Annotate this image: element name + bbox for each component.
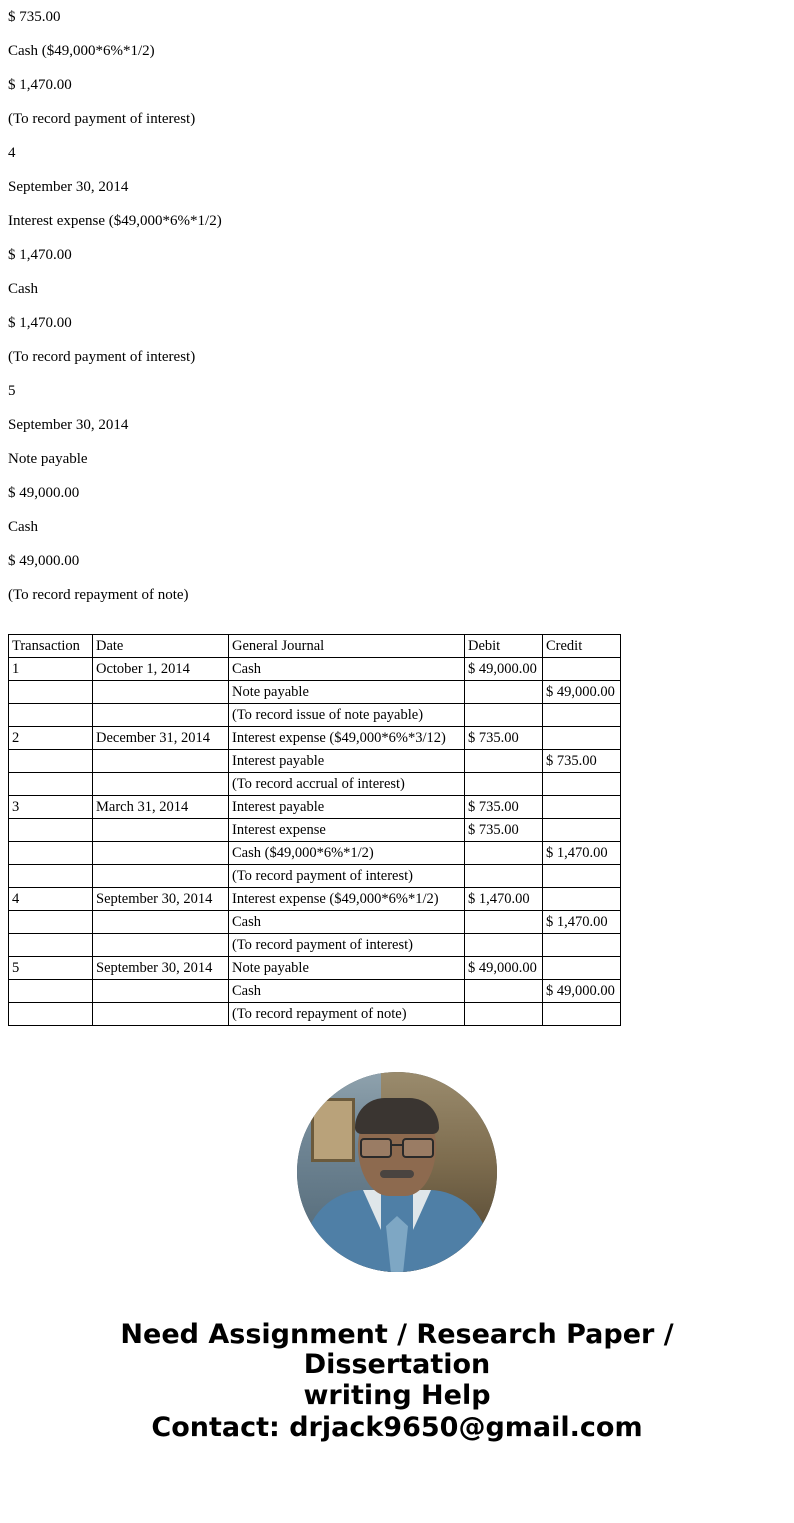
table-row <box>9 796 621 819</box>
text-line: $ 49,000.00 <box>8 485 80 501</box>
cell-debit <box>465 773 543 796</box>
table-row <box>9 911 621 934</box>
cell-credit <box>543 796 621 819</box>
cell-debit: $ 49,000.00 <box>465 658 543 681</box>
cell-date: December 31, 2014 <box>93 727 229 750</box>
text-line: (To record payment of interest) <box>8 111 196 127</box>
cell-date <box>93 681 229 704</box>
cell-date: September 30, 2014 <box>93 957 229 980</box>
cell-transaction <box>9 865 93 888</box>
cell-date <box>93 865 229 888</box>
column-header-transaction: Transaction <box>9 635 93 658</box>
text-line: 4 <box>8 145 16 161</box>
cell-general-journal: (To record payment of interest) <box>229 934 465 957</box>
cell-general-journal: Cash <box>229 658 465 681</box>
cell-credit <box>543 727 621 750</box>
cell-general-journal: Cash <box>229 980 465 1003</box>
cell-credit <box>543 704 621 727</box>
table-row <box>9 658 621 681</box>
cell-general-journal: Interest expense <box>229 819 465 842</box>
cell-date: October 1, 2014 <box>93 658 229 681</box>
promo-line-2: writing Help <box>303 1380 491 1411</box>
text-line: (To record payment of interest) <box>8 349 196 365</box>
table-row <box>9 819 621 842</box>
cell-credit: $ 49,000.00 <box>543 980 621 1003</box>
table-row <box>9 957 621 980</box>
picture-frame-decor <box>311 1098 355 1162</box>
cell-general-journal: Cash <box>229 911 465 934</box>
cell-transaction <box>9 773 93 796</box>
cell-date <box>93 819 229 842</box>
journal-text-lines <box>8 0 786 612</box>
text-line: $ 735.00 <box>8 9 61 25</box>
cell-transaction <box>9 911 93 934</box>
column-header-credit: Credit <box>543 635 621 658</box>
cell-date <box>93 842 229 865</box>
cell-debit <box>465 865 543 888</box>
cell-transaction <box>9 1003 93 1026</box>
cell-general-journal: Cash ($49,000*6%*1/2) <box>229 842 465 865</box>
cell-date <box>93 704 229 727</box>
cell-transaction <box>9 750 93 773</box>
text-line: $ 1,470.00 <box>8 315 72 331</box>
text-line: Cash <box>8 281 38 297</box>
text-line: Note payable <box>8 451 88 467</box>
table-row <box>9 727 621 750</box>
cell-general-journal: (To record accrual of interest) <box>229 773 465 796</box>
cell-debit <box>465 1003 543 1026</box>
cell-debit <box>465 980 543 1003</box>
cell-date <box>93 773 229 796</box>
column-header-debit: Debit <box>465 635 543 658</box>
cell-transaction <box>9 842 93 865</box>
table-row <box>9 773 621 796</box>
cell-date <box>93 934 229 957</box>
cell-credit: $ 49,000.00 <box>543 681 621 704</box>
cell-credit <box>543 1003 621 1026</box>
cell-debit <box>465 842 543 865</box>
avatar-collar-left <box>363 1190 381 1230</box>
cell-transaction: 2 <box>9 727 93 750</box>
cell-transaction: 4 <box>9 888 93 911</box>
text-line: Cash ($49,000*6%*1/2) <box>8 43 155 59</box>
table-row <box>9 888 621 911</box>
cell-credit <box>543 957 621 980</box>
avatar-collar-right <box>413 1190 431 1230</box>
cell-general-journal: Note payable <box>229 957 465 980</box>
general-journal-table <box>8 634 621 1026</box>
cell-general-journal: Interest expense ($49,000*6%*1/2) <box>229 888 465 911</box>
cell-credit <box>543 934 621 957</box>
avatar-hair <box>355 1098 439 1134</box>
cell-transaction: 5 <box>9 957 93 980</box>
cell-debit: $ 49,000.00 <box>465 957 543 980</box>
cell-date <box>93 980 229 1003</box>
cell-debit <box>465 750 543 773</box>
table-row <box>9 980 621 1003</box>
cell-general-journal: Interest expense ($49,000*6%*3/12) <box>229 727 465 750</box>
cell-transaction <box>9 819 93 842</box>
cell-date: March 31, 2014 <box>93 796 229 819</box>
cell-date: September 30, 2014 <box>93 888 229 911</box>
table-row <box>9 865 621 888</box>
promo-line-1: Need Assignment / Research Paper / Dissertation <box>120 1319 674 1380</box>
table-row <box>9 842 621 865</box>
promo-contact: Contact: drjack9650@gmail.com <box>151 1412 643 1443</box>
cell-transaction: 1 <box>9 658 93 681</box>
column-header-date: Date <box>93 635 229 658</box>
cell-general-journal: (To record repayment of note) <box>229 1003 465 1026</box>
cell-debit: $ 735.00 <box>465 819 543 842</box>
cell-transaction <box>9 704 93 727</box>
table-row <box>9 1003 621 1026</box>
cell-debit: $ 1,470.00 <box>465 888 543 911</box>
cell-transaction <box>9 681 93 704</box>
cell-general-journal: Note payable <box>229 681 465 704</box>
table-row <box>9 934 621 957</box>
avatar <box>297 1072 497 1272</box>
text-line: $ 49,000.00 <box>8 553 80 569</box>
cell-general-journal: (To record issue of note payable) <box>229 704 465 727</box>
avatar-mustache <box>380 1170 414 1178</box>
cell-general-journal: Interest payable <box>229 796 465 819</box>
cell-general-journal: (To record payment of interest) <box>229 865 465 888</box>
cell-debit <box>465 681 543 704</box>
cell-transaction: 3 <box>9 796 93 819</box>
promo-banner <box>8 1320 786 1443</box>
text-line: (To record repayment of note) <box>8 587 189 603</box>
table-row <box>9 681 621 704</box>
cell-date <box>93 1003 229 1026</box>
cell-debit <box>465 704 543 727</box>
table-row <box>9 750 621 773</box>
cell-credit <box>543 819 621 842</box>
cell-transaction <box>9 934 93 957</box>
cell-credit: $ 1,470.00 <box>543 911 621 934</box>
text-line: September 30, 2014 <box>8 417 129 433</box>
table-row <box>9 704 621 727</box>
cell-credit: $ 1,470.00 <box>543 842 621 865</box>
cell-debit <box>465 911 543 934</box>
column-header-general-journal: General Journal <box>229 635 465 658</box>
cell-credit <box>543 888 621 911</box>
cell-transaction <box>9 980 93 1003</box>
cell-debit <box>465 934 543 957</box>
text-line: Interest expense ($49,000*6%*1/2) <box>8 213 222 229</box>
text-line: Cash <box>8 519 38 535</box>
glasses-icon <box>358 1138 436 1156</box>
table-header-row <box>9 635 621 658</box>
cell-general-journal: Interest payable <box>229 750 465 773</box>
text-line: $ 1,470.00 <box>8 247 72 263</box>
cell-credit <box>543 773 621 796</box>
glasses-bridge <box>390 1144 404 1146</box>
text-line: 5 <box>8 383 16 399</box>
cell-date <box>93 750 229 773</box>
text-line: $ 1,470.00 <box>8 77 72 93</box>
cell-debit: $ 735.00 <box>465 796 543 819</box>
cell-date <box>93 911 229 934</box>
avatar-container <box>8 1072 786 1272</box>
cell-credit: $ 735.00 <box>543 750 621 773</box>
cell-credit <box>543 658 621 681</box>
cell-debit: $ 735.00 <box>465 727 543 750</box>
cell-credit <box>543 865 621 888</box>
text-line: September 30, 2014 <box>8 179 129 195</box>
